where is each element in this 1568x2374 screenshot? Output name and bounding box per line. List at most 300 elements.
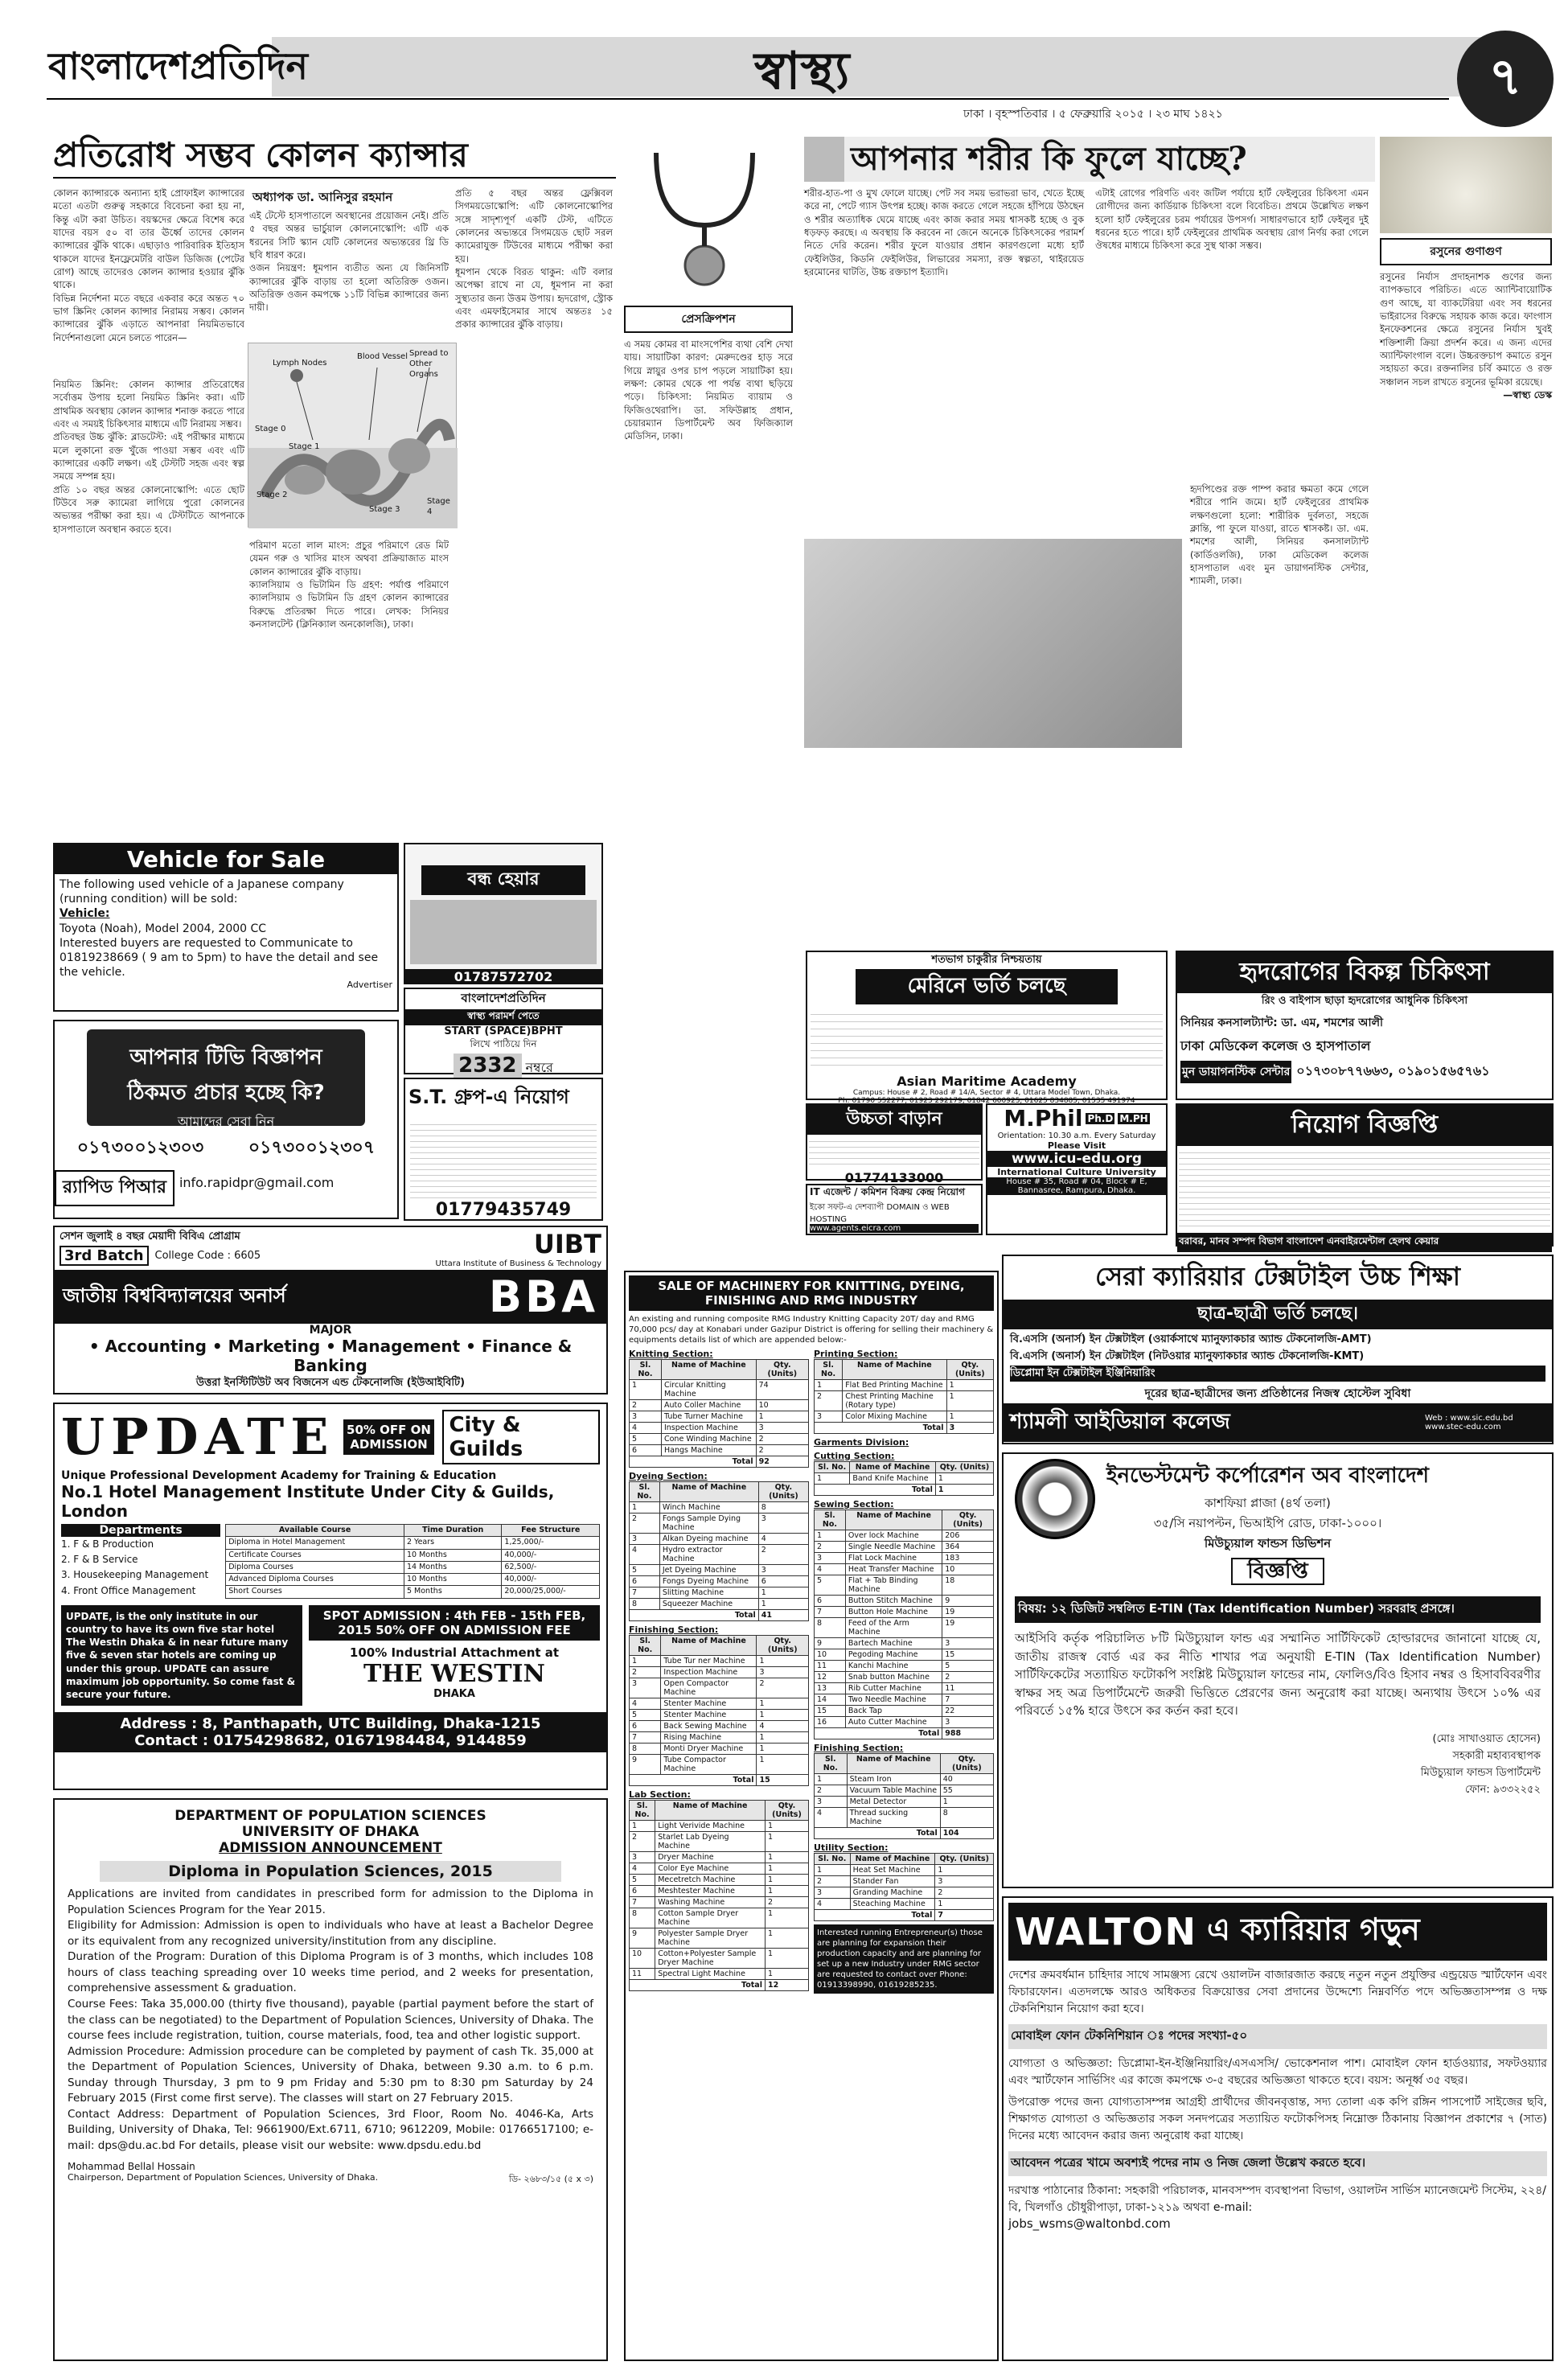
ad-line: বাংলাদেশপ্রতিদিন xyxy=(461,991,546,1005)
degree-label: Ph.D xyxy=(1087,1112,1114,1124)
cell: 10 Months xyxy=(404,1574,501,1586)
cell: 10 xyxy=(630,1949,655,1969)
cell: Squeezer Machine xyxy=(659,1599,758,1610)
cell: Back Tap xyxy=(845,1706,942,1717)
cell: 6 xyxy=(630,1886,655,1897)
table-row xyxy=(630,1667,809,1678)
cell: 4 xyxy=(630,1698,661,1710)
col-head: Departments xyxy=(61,1524,220,1537)
cell: 40,000/- xyxy=(502,1549,600,1561)
website-link[interactable]: Web : www.sic.edu.bd www.stec-edu.com xyxy=(1425,1414,1513,1432)
cell: Total xyxy=(815,1423,947,1434)
col-head: Sl. No. xyxy=(815,1510,846,1530)
table-row xyxy=(815,1694,994,1706)
col-head: Available Course xyxy=(226,1525,404,1537)
cell: 9 xyxy=(815,1638,846,1649)
diagram-label: Lymph Nodes xyxy=(273,359,327,368)
machinery-section xyxy=(814,1349,994,1434)
cell: Metal Detector xyxy=(847,1797,940,1808)
cell: Heat Set Machine xyxy=(850,1865,935,1876)
cell: 1 xyxy=(815,1865,851,1876)
cell: 8 xyxy=(630,1599,660,1610)
ad-body xyxy=(809,1136,979,1169)
col-head: Qty. (Units) xyxy=(942,1510,994,1530)
cell: 2 xyxy=(630,1832,655,1852)
machinery-section xyxy=(814,1437,994,1448)
cell: 4 xyxy=(758,1534,808,1545)
cell: 5 xyxy=(630,1710,661,1721)
machine-table xyxy=(629,1635,809,1786)
table-row xyxy=(815,1596,994,1607)
cell: 2 xyxy=(758,1545,808,1565)
ad-head xyxy=(55,1404,606,1469)
table-row xyxy=(630,1423,809,1434)
table-row xyxy=(815,1411,994,1423)
paragraph: নিয়মিত স্ক্রিনিং: কোলন ক্যান্সার প্রতিরোধের সর্বোত্তম উপায় হলো নিয়মিত স্ক্রিনিং করা। এটি প্রাথমিক অবস্থায় কোলন ক্যান্সার শনাক্ত করতে পারে এবং এ সময়ই চিকিৎসার মাধ্যমে এটি নিরাময় সম্ভব। xyxy=(53,379,244,429)
cell: Back Sewing Machine xyxy=(661,1721,757,1732)
post-title: মোবাইল ফোন টেকনিশিয়ান ঃ পদের সংখ্যা-৫০ xyxy=(1008,2024,1547,2049)
ad-line: শতভাগ চাকুরীর নিশ্চয়তায় xyxy=(931,954,1042,966)
cell: 2 xyxy=(815,1391,843,1411)
table-row xyxy=(630,1411,809,1423)
machinery-section xyxy=(629,1789,809,1991)
col-head: Name of Machine xyxy=(661,1636,757,1656)
col-head: Sl. No. xyxy=(630,1636,661,1656)
cell: 8 xyxy=(815,1618,846,1638)
cell: 6 xyxy=(630,1576,660,1587)
cell: 2 xyxy=(935,1887,994,1899)
ad-address: উত্তরা ইনস্টিটিউট অব বিজনেস এন্ড টেকনোলজি (ইউআইবিটি) xyxy=(195,1377,466,1389)
cell: 15 xyxy=(757,1775,809,1786)
ad-line: Orientation: 10.30 a.m. Every Saturday xyxy=(997,1132,1156,1140)
machinery-sale-ad xyxy=(624,1271,999,2361)
total-row xyxy=(630,1775,809,1786)
section-title: Lab Section: xyxy=(629,1789,691,1800)
col-head: Name of Machine xyxy=(659,1482,758,1502)
ad-line: International Culture University xyxy=(997,1167,1156,1177)
cell: 2 xyxy=(942,1672,994,1683)
cell: 4 xyxy=(630,1423,662,1434)
cell: Mecetretch Machine xyxy=(655,1875,766,1886)
table-row xyxy=(630,1744,809,1755)
cell: Tube Tur ner Machine xyxy=(661,1656,757,1667)
college-code: College Code : 6605 xyxy=(154,1250,261,1262)
cell: 4 xyxy=(815,1564,846,1575)
cell: Tube Compactor Machine xyxy=(661,1755,757,1775)
cell: 6 xyxy=(758,1576,808,1587)
ad-phone: ০১৭৩০০১২৩০৭ xyxy=(248,1138,376,1158)
ad-line: মিউচ্যুয়াল ফান্ডস ডিভিশন xyxy=(1204,1536,1332,1550)
col-head: Qty. (Units) xyxy=(946,1360,993,1380)
col-head: Qty. (Units) xyxy=(756,1360,808,1380)
cell: Cotton Sample Dryer Machine xyxy=(655,1908,766,1928)
table-row xyxy=(630,1832,809,1852)
machine-table xyxy=(814,1461,994,1496)
col-head: Qty. (Units) xyxy=(757,1636,809,1656)
cell: 2 xyxy=(815,1785,848,1797)
article-col1: শরীর-হাত-পা ও মুখ ফোলে যাচ্ছে। পেট সব সময় ভরাভরা ভাব, খেতে ইচ্ছে করে না, পেটে গ্যাস উৎপন্ন হচ্ছে। কাজ করতে গেলে সহজে হাঁপিয়ে উঠছেন ও শরীর অত্যাধিক ঘেমে যাচ্ছে এবং কাজ করার সময় শ্বাসকষ্ট হচ্ছে ও বুক ধড়ফড় করছে। এ অবস্থায় কি করবেন না জেনে অনেকে চিকিৎসকের পরামর্শ নিতে দেরি করেন। শরীর ফুলে যাওয়ার প্রধান কারণগুলো মধ্যে হার্ট ফেইলিউর, কিডনি ফেইলিউর, লিভারের সমস্যা, রক্ত স্বল্পতা, থাইরয়েড হরমোনের ঘাটতি, উচ্চ রক্তচাপ ইত্যাদি। xyxy=(804,187,1084,277)
hospital-name: ঢাকা মেডিকেল কলেজ ও হাসপাতাল xyxy=(1180,1038,1371,1054)
course-item: বি.এসসি (অনার্স) ইন টেক্সটাইল (ওয়ার্কসাথে ম্যানুফ্যাকচার অ্যান্ড টেকনোলজি-AMT) xyxy=(1010,1333,1372,1345)
colon-cancer-article xyxy=(53,137,616,820)
ad-spot xyxy=(309,1605,600,1706)
machine-table xyxy=(814,1753,994,1839)
cell: 1 xyxy=(757,1656,809,1667)
cell: 1 xyxy=(935,1899,994,1910)
col-head: Sl. No. xyxy=(630,1482,660,1502)
cell: 1 xyxy=(758,1599,808,1610)
total-row xyxy=(630,1610,809,1621)
ad-title: SALE OF MACHINERY FOR KNITTING, DYEING, FINISHING AND RMG INDUSTRY xyxy=(629,1275,994,1311)
section-title: Printing Section: xyxy=(814,1349,898,1359)
notice-body: আইসিবি কর্তৃক পরিচালিত ৮টি মিউচ্যুয়াল ফান্ড এর সম্মানিত সার্টিফিকেট হোল্ডারদের জানানো যাচ্ছে যে, জাতীয় রাজস্ব বোর্ড এর কর নীতি শাখার পত্র অনুযায়ী E-TIN (Tax Identification Number) সার্টিফিকেটের সত্যায়িত ফটোকপি সংশ্লিষ্ট মিউচ্যুয়াল ফান্ডের নাম, ফোলিও/বিও হিসাব নম্বর ও হিসাববিবরণীর স্বাক্ষর সহ অত্র ডিপার্টমেন্টে জরুরী ভিত্তিতে প্রেরণের জন্য অনুরোধ করা যাচ্ছে। অন্যথায় উৎসে ১০% এর পরিবর্তে ১৫% হারে উৎসে কর কর্তন করা হবে। xyxy=(1015,1631,1541,1718)
signatory: (মোঃ সাখাওয়াত হোসেন) xyxy=(1432,1732,1541,1745)
it-agent-ad xyxy=(806,1184,983,1235)
cell: Steaching Machine xyxy=(850,1899,935,1910)
paragraph: প্রতিবছর উচ্চ ঝুঁকি: ব্লাডটেস্ট: এই পরীক্ষার মাধ্যমে মলে লুকানো রক্ত খুঁজে পাওয়া সম্ভব এবং এটি ক্যান্সারের একটি লক্ষণ। এই টেস্টটি সহজ এবং স্বল্প সময়ে সম্পন্ন হয়। xyxy=(53,431,244,483)
machine-table xyxy=(629,1481,809,1621)
cell: 988 xyxy=(942,1728,994,1739)
cell: 5 xyxy=(630,1875,655,1886)
walton-head xyxy=(1008,1903,1547,1961)
paragraph: যোগ্যতা ও অভিজ্ঞতা: ডিপ্লোমা-ইন-ইঞ্জিনিয়ারিং/এসএসসি/ ভোকেশনাল পাশ। মোবাইল ফোন হার্ডওয়্যার, সফটওয়্যার এবং স্মার্টফোন সার্ভিসিং এর কাজে কমপক্ষে ৩-৫ বছরের অভিজ্ঞতা থাকতে হবে। বয়স: অনূর্ধ্ব ৩৫ বছর। xyxy=(1008,2057,1547,2087)
ad-line: START (SPACE)BPHT xyxy=(444,1025,563,1037)
cell: 1 xyxy=(940,1797,993,1808)
table-row xyxy=(630,1502,809,1514)
cell: 8 xyxy=(630,1744,661,1755)
cell: 5 xyxy=(630,1565,660,1576)
cell: 11 xyxy=(942,1683,994,1694)
table-row xyxy=(815,1797,994,1808)
cell: 15 xyxy=(815,1706,846,1717)
cell: Bartech Machine xyxy=(845,1638,942,1649)
cell: 1 xyxy=(765,1928,808,1949)
table-row xyxy=(815,1683,994,1694)
ad-title: মেরিনে ভর্তি চলছে xyxy=(856,969,1118,1004)
uibt-bba-ad xyxy=(53,1226,608,1394)
ad-body xyxy=(1179,1148,1550,1231)
academy-name: Asian Maritime Academy xyxy=(897,1074,1077,1089)
cell: 4 xyxy=(815,1808,848,1828)
table-row xyxy=(630,1755,809,1775)
col-head: Qty. (Units) xyxy=(935,1854,994,1865)
hostel-note: দূরের ছাত্র-ছাত্রীদের জন্য প্রতিষ্ঠানের নিজস্ব হোস্টেল সুবিধা xyxy=(1144,1387,1411,1401)
cell: 2 xyxy=(815,1876,851,1887)
table-row xyxy=(630,1545,809,1565)
cell: 40,000/- xyxy=(502,1574,600,1586)
ad-code: ডি- ২৬৮৩/১৫ (৫ x ৩) xyxy=(508,2173,593,2184)
col-head: Sl. No. xyxy=(815,1462,850,1473)
ad-title: IT এজেন্ট / কমিশন বিক্রয় কেন্দ্র নিয়োগ xyxy=(810,1186,965,1197)
cell: Two Needle Machine xyxy=(845,1694,942,1706)
table-row xyxy=(815,1774,994,1785)
diagram-label: Spread to Other Organs xyxy=(409,349,449,379)
ad-line: ইকো সফট-এ দেশব্যাপী DOMAIN ও WEB HOSTING xyxy=(810,1203,950,1224)
cell: Button Stitch Machine xyxy=(845,1596,942,1607)
machinery-columns xyxy=(629,1349,994,1994)
table-row xyxy=(630,1576,809,1587)
page-number: ৭ xyxy=(1457,31,1554,127)
cell: 13 xyxy=(815,1683,846,1694)
section-title: Garments Division: xyxy=(814,1437,909,1448)
ad-line: ছাত্র-ছাত্রী ভর্তি চলছে। xyxy=(1004,1300,1552,1329)
section-title: Sewing Section: xyxy=(814,1499,894,1509)
contact-note: Interested running Entrepreneur(s) those are planning for expansion their production capacity and are planning for set up a new Industry under RMG sector are requested to contact over Phone: 01913398990, 01619285235. xyxy=(814,1924,994,1994)
article-col2 xyxy=(249,209,449,314)
ad-phone: ফোন: ৯৩৩২২৫২ xyxy=(1465,1783,1541,1796)
cell: 9 xyxy=(942,1596,994,1607)
ad-line: রিং ও বাইপাস ছাড়া হৃদরোগের আধুনিক চিকিৎসা xyxy=(1261,995,1468,1007)
cell: 19 xyxy=(942,1607,994,1618)
total-row xyxy=(815,1910,994,1921)
departments xyxy=(61,1524,220,1599)
table-row xyxy=(226,1549,600,1561)
cell: 2 xyxy=(756,1445,808,1456)
spot-admission: SPOT ADMISSION : 4th FEB - 15th FEB, 2015 50% OFF ON ADMISSION FEE xyxy=(309,1605,600,1641)
cell: Total xyxy=(630,1775,757,1786)
col-head: Name of Machine xyxy=(850,1462,936,1473)
promo-badge: 50% OFF ON ADMISSION xyxy=(343,1419,435,1455)
col-head: Qty. (Units) xyxy=(765,1801,808,1821)
du-admission-ad xyxy=(53,1798,608,2361)
table-row xyxy=(630,1656,809,1667)
cell: 1 xyxy=(765,1886,808,1897)
ad-phone: 01779435749 xyxy=(435,1200,572,1220)
cell: 5 xyxy=(630,1434,662,1445)
cell: 1 xyxy=(765,1821,808,1832)
table-row xyxy=(630,1949,809,1969)
dept: 1. F & B Production xyxy=(61,1538,154,1550)
cell: Diploma in Hotel Management xyxy=(226,1537,404,1549)
article-col1b xyxy=(53,378,244,536)
ad-image xyxy=(410,900,597,964)
cell: Inspection Machine xyxy=(661,1667,757,1678)
cell: Hangs Machine xyxy=(661,1445,756,1456)
cell: 1 xyxy=(756,1411,808,1423)
cell: Total xyxy=(815,1728,942,1739)
apply-email[interactable]: jobs_wsms@waltonbd.com xyxy=(1008,2216,1171,2231)
cell: Color Eye Machine xyxy=(655,1863,766,1875)
col-head: Qty. (Units) xyxy=(935,1462,993,1473)
table-row xyxy=(815,1618,994,1638)
table-row xyxy=(815,1899,994,1910)
cell: 18 xyxy=(942,1575,994,1596)
website-link[interactable]: www.icu-edu.org xyxy=(987,1151,1166,1167)
height-ad xyxy=(806,1103,983,1185)
ad-body xyxy=(410,1119,597,1198)
section-title: Dyeing Section: xyxy=(629,1471,708,1481)
cell: 2 xyxy=(815,1542,846,1553)
ad-name: র‌্যাপিড পিআর xyxy=(55,1170,174,1206)
table-row xyxy=(815,1380,994,1391)
notice-label: বিজ্ঞপ্তি xyxy=(1231,1558,1324,1585)
cell: 1 xyxy=(765,1863,808,1875)
signatory: Mohammad Bellal Hossain xyxy=(68,2160,195,2172)
table-row xyxy=(815,1607,994,1618)
degree-label: M.Phil xyxy=(1004,1105,1083,1132)
cell: 3 xyxy=(630,1678,661,1698)
cell: 74 xyxy=(756,1380,808,1400)
cell: 2 xyxy=(630,1667,661,1678)
col-head: Sl. No. xyxy=(815,1854,851,1865)
st-group-ad xyxy=(404,1078,603,1221)
table-row xyxy=(630,1565,809,1576)
cell: 6 xyxy=(630,1721,661,1732)
ad-body xyxy=(55,874,397,995)
cell: 1,25,000/- xyxy=(502,1537,600,1549)
cell: 15 xyxy=(942,1649,994,1661)
cell: Vacuum Table Machine xyxy=(847,1785,940,1797)
cell: 1 xyxy=(765,1875,808,1886)
table-row xyxy=(226,1561,600,1573)
cell: 1 xyxy=(757,1732,809,1744)
col-head: Qty. (Units) xyxy=(758,1482,808,1502)
cell: 7 xyxy=(942,1694,994,1706)
table-row xyxy=(630,1897,809,1908)
swelling-article xyxy=(804,137,1375,941)
cell: 9 xyxy=(630,1755,661,1775)
signatory-role: Chairperson, Department of Population Sciences, University of Dhaka. xyxy=(68,2171,379,2183)
cell: Rising Machine xyxy=(661,1732,757,1744)
cell: 1 xyxy=(935,1485,993,1496)
cell: Tube Turner Machine xyxy=(661,1411,756,1423)
newspaper-brand: বাংলাদেশপ্রতিদিন xyxy=(48,44,309,88)
ad-body xyxy=(68,1887,593,2154)
cell: Hydro extractor Machine xyxy=(659,1545,758,1565)
ad-title: নিয়োগ বিজ্ঞপ্তি xyxy=(1177,1105,1552,1146)
ad-line: Toyota (Noah), Model 2004, 2000 CC xyxy=(60,922,267,935)
table-row xyxy=(815,1391,994,1411)
col-head: Sl. No. xyxy=(815,1754,848,1774)
col-head: Name of Machine xyxy=(845,1510,942,1530)
cell: Cotton+Polyester Sample Dryer Machine xyxy=(655,1949,766,1969)
ad-phone: ০১৭৩০৮৭৭৬৬৩, ০১৯০১৫৬৫৭৬১ xyxy=(1296,1063,1490,1078)
ad-line: Advertiser xyxy=(347,980,392,991)
table-row xyxy=(630,1852,809,1863)
website-link[interactable]: www.agents.eicra.com xyxy=(810,1224,979,1233)
cell: Alkan Dyeing machine xyxy=(659,1534,758,1545)
cell: 2 xyxy=(756,1434,808,1445)
cell: Spectral Light Machine xyxy=(655,1969,766,1980)
cell: Pegoding Machine xyxy=(845,1649,942,1661)
announcement-title: ADMISSION ANNOUNCEMENT xyxy=(219,1840,442,1856)
batch-label: 3rd Batch xyxy=(60,1246,149,1266)
textile-education-ad xyxy=(1002,1255,1554,1444)
college-name: শ্যামলী আইডিয়াল কলেজ xyxy=(1010,1410,1230,1435)
table-row xyxy=(815,1785,994,1797)
cell: 1 xyxy=(815,1530,846,1542)
ad-intro: An existing and running composite RMG Industry Knitting Capacity 20T/ day and RMG 70,000 pcs/ day at Konabari under Gazipur District is offering for selling their machinery & equipments details list of which are appended below:- xyxy=(629,1315,994,1345)
table-row xyxy=(815,1661,994,1672)
bba-label: BBA xyxy=(488,1271,598,1322)
table-row xyxy=(815,1672,994,1683)
table-row xyxy=(630,1721,809,1732)
cell: 364 xyxy=(942,1542,994,1553)
ad-address: Address : 8, Panthapath, UTC Building, Dhaka-1215 xyxy=(120,1715,541,1733)
col-head: Name of Machine xyxy=(843,1360,946,1380)
diagram-label: Stage 1 xyxy=(289,442,320,451)
paragraph: প্রতি ৫ বছর অন্তর ফ্লেক্সিবল সিগময়ডোস্কোপি: এটি কোলনোস্কোপির সঙ্গে সাদৃশ্যপূর্ণ একটি টেস্ট, এটিতে কোলনের অভ্যন্তরে সিগময়েড ছোট সরল ক্যামেরাযুক্ত টিউবের মাধ্যমে পরীক্ষা করা হয়। xyxy=(455,187,613,265)
cell: 7 xyxy=(630,1732,661,1744)
cell: 1 xyxy=(946,1380,993,1391)
cell: Certificate Courses xyxy=(226,1549,404,1561)
cell: 3 xyxy=(630,1534,660,1545)
table-row xyxy=(815,1530,994,1542)
cell: 1 xyxy=(765,1908,808,1928)
ad-title: S.T. গ্রুপ-এ নিয়োগ xyxy=(408,1086,569,1108)
ad-phones xyxy=(55,1134,397,1164)
cell: Slitting Machine xyxy=(659,1587,758,1599)
ad-line: 100% Industrial Attachment at xyxy=(349,1645,560,1660)
col-head: Sl. No. xyxy=(630,1360,662,1380)
machine-table xyxy=(814,1359,994,1434)
machinery-section xyxy=(814,1451,994,1496)
cell: 8 xyxy=(630,1908,655,1928)
cell: 9 xyxy=(630,1928,655,1949)
table-row xyxy=(630,1908,809,1928)
cell: Meshtester Machine xyxy=(655,1886,766,1897)
ad-footer: বরাবর, মানব সম্পদ বিভাগ বাংলাদেশ এনবাইরমেন্টাল হেলথ কেয়ার xyxy=(1177,1233,1552,1252)
masthead xyxy=(14,31,1554,129)
cell: Color Mixing Machine xyxy=(843,1411,946,1423)
cell: 3 xyxy=(815,1553,846,1564)
section-title: Knitting Section: xyxy=(629,1349,713,1359)
ad-title: এ ক্যারিয়ার গড়ুন xyxy=(1206,1912,1420,1947)
cell: 40 xyxy=(940,1774,993,1785)
course-item: ডিপ্লোমা ইন টেক্সটাইল ইঞ্জিনিয়ারিং xyxy=(1010,1366,1545,1382)
table-row xyxy=(630,1969,809,1980)
dept: 2. F & B Service xyxy=(61,1554,138,1566)
cell: 4 xyxy=(630,1545,660,1565)
section-title: স্বাস্থ্য xyxy=(754,41,850,101)
ad-line: (running condition) will be sold: xyxy=(60,893,238,906)
cell: Stenter Machine xyxy=(661,1698,757,1710)
ad-phone: 01787572702 xyxy=(405,969,601,984)
ad-phone: 01774133000 xyxy=(844,1170,944,1185)
cell: 11 xyxy=(630,1969,655,1980)
cell: Total xyxy=(815,1910,935,1921)
garlic-credit: —স্বাস্থ্য ডেস্ক xyxy=(1503,388,1552,400)
walton-logo: WALTON xyxy=(1015,1910,1197,1953)
cell: Washing Machine xyxy=(655,1897,766,1908)
section-title: Utility Section: xyxy=(814,1842,889,1853)
table-row xyxy=(815,1887,994,1899)
body-measurement-photo xyxy=(804,539,1182,748)
paragraph: দেশের ক্রমবর্ধমান চাহিদার সাথে সামঞ্জস্য রেখে ওয়ালটন বাজারজাত করছে নতুন নতুন প্রযুক্তির এন্ড্রয়েড স্মার্টফোন এবং ফিচারফোন। এতদলক্ষে আরও অধিকতর বিক্রয়োত্তর সেবা প্রদানের উদ্দেশ্যে নিম্নবর্ণিত পদে অভিজ্ঞতাসম্পন্ন ও দক্ষ টেকনিশিয়ান নিয়োগ করা হবে। xyxy=(1008,1969,1547,2015)
col-head: Name of Machine xyxy=(655,1801,766,1821)
col-head: Sl. No. xyxy=(630,1801,655,1821)
cell: 1 xyxy=(815,1774,848,1785)
cell: Stenter Machine xyxy=(661,1710,757,1721)
table-row xyxy=(815,1808,994,1828)
stethoscope-icon xyxy=(624,137,785,298)
ad-majors: • Accounting • Marketing • Management • Finance & Banking xyxy=(88,1337,573,1375)
cell: Jet Dyeing Machine xyxy=(659,1565,758,1576)
section-title: Cutting Section: xyxy=(814,1451,895,1461)
mphil-ad xyxy=(986,1103,1168,1235)
machinery-section xyxy=(629,1349,809,1468)
tv-screen xyxy=(87,1029,365,1129)
cell: 14 xyxy=(815,1694,846,1706)
ad-line: The following used vehicle of a Japanese company xyxy=(60,878,344,891)
icb-logo xyxy=(1015,1459,1095,1539)
cell: Rib Cutter Machine xyxy=(845,1683,942,1694)
cell: 1 xyxy=(757,1744,809,1755)
paragraph: Admission Procedure: Admission procedure can be completed by payment of cash Tk. 35,000 at the Department of Population Sciences, University of Dhaka, between 9.30 a.m. to 6 p.m. Sunday through Thursday, 3 pm to 9 pm Friday and 5:30 pm to 8:30 pm Saturday by 24 February 2015 (First come first serve). The classes will start on 27 February 2015. xyxy=(68,2044,593,2105)
cell: 10 xyxy=(942,1564,994,1575)
total-row xyxy=(630,1980,809,1991)
cell: 183 xyxy=(942,1553,994,1564)
